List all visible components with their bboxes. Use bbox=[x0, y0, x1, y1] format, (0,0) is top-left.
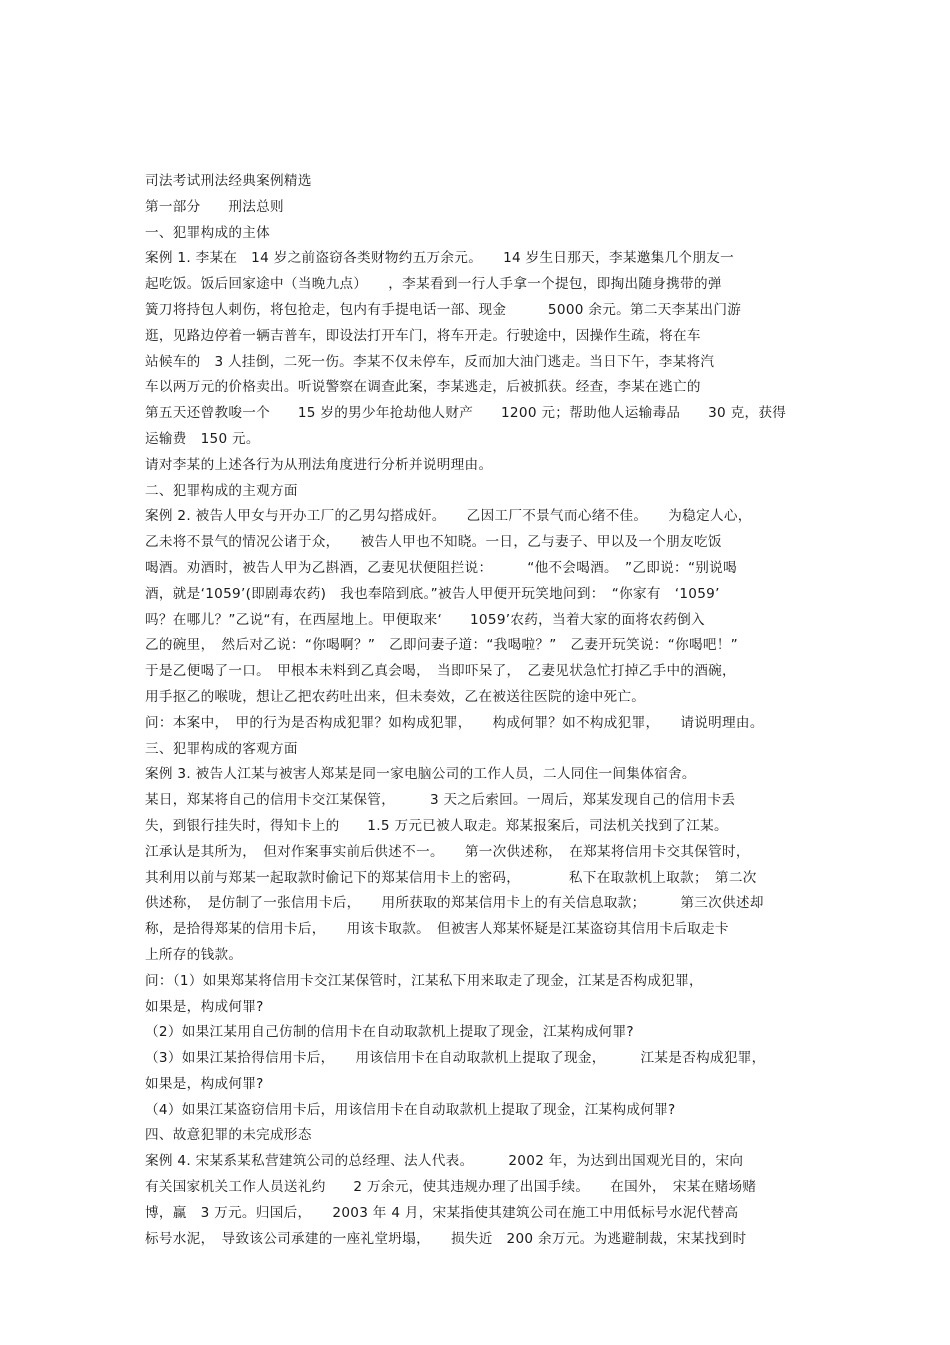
text-line: 用手抠乙的喉咙，想让乙把农药吐出来，但未奏效，乙在被送往医院的途中死亡。 bbox=[145, 688, 646, 705]
text-line: 三、犯罪构成的客观方面 bbox=[145, 740, 298, 757]
text-line: 第一部分 刑法总则 bbox=[145, 198, 284, 215]
text-line: （4）如果江某盗窃信用卡后，用该信用卡在自动取款机上提取了现金，江某构成何罪? bbox=[145, 1101, 676, 1118]
text-line: 运输费 150 元。 bbox=[145, 430, 260, 447]
text-line: 案例 1. 李某在 14 岁之前盗窃各类财物约五万余元。 14 岁生日那天，李某邀集几个朋友一 bbox=[145, 250, 735, 267]
document-body bbox=[145, 169, 825, 1252]
text-line: 某日，郑某将自己的信用卡交江某保管， 3 天之后索回。一周后，郑某发现自己的信用卡丢 bbox=[145, 792, 736, 809]
text-line: 有关国家机关工作人员送礼约 2 万余元，使其违规办理了出国手续。 在国外， 宋某在赌场赌 bbox=[145, 1179, 757, 1196]
text-line: 一、犯罪构成的主体 bbox=[145, 224, 271, 241]
text-line: 酒，就是‘1059’(即剧毒农药) 我也奉陪到底。”被告人甲便开玩笑地问到： “你家有 ‘1059’ bbox=[145, 585, 720, 602]
text-line: 江承认是其所为， 但对作案事实前后供述不一。 第一次供述称， 在郑某将信用卡交其保管时， bbox=[145, 843, 750, 860]
text-line: 博，赢 3 万元。归国后， 2003 年 4 月，宋某指使其建筑公司在施工中用低标号水泥代替高 bbox=[145, 1204, 739, 1221]
text-line: 起吃饭。饭后回家途中（当晚九点） ，李某看到一行人手拿一个提包，即掏出随身携带的弹 bbox=[145, 276, 722, 293]
document-title: 司法考试刑法经典案例精选 bbox=[145, 173, 312, 189]
text-line: 簧刀将持包人刺伤，将包抢走，包内有手提电话一部、现金 5000 余元。第二天李某出门游 bbox=[145, 301, 742, 318]
text-line: 失，到银行挂失时，得知卡上的 1.5 万元已被人取走。郑某报案后，司法机关找到了江某。 bbox=[145, 817, 728, 834]
text-line: 标号水泥， 导致该公司承建的一座礼堂坍塌， 损失近 200 余万元。为逃避制裁，宋某找到时 bbox=[145, 1230, 747, 1247]
text-line: 乙的碗里， 然后对乙说：“你喝啊？” 乙即问妻子道：“我喝啦？” 乙妻开玩笑说：“你喝吧！” bbox=[145, 637, 739, 654]
text-line: 乙未将不景气的情况公诸于众， 被告人甲也不知晓。一日，乙与妻子、甲以及一个朋友吃饭 bbox=[145, 534, 722, 551]
text-line: 喝酒。劝酒时，被告人甲为乙斟酒，乙妻见状便阻拦说： “他不会喝酒。 ”乙即说：“别说喝 bbox=[145, 559, 737, 576]
text-line: 于是乙便喝了一口。 甲根本未料到乙真会喝， 当即吓呆了， 乙妻见状急忙打掉乙手中的酒碗， bbox=[145, 663, 736, 680]
text-line: （2）如果江某用自己仿制的信用卡在自动取款机上提取了现金，江某构成何罪? bbox=[145, 1024, 634, 1041]
text-line: 问：本案中， 甲的行为是否构成犯罪？如构成犯罪， 构成何罪？如不构成犯罪， 请说明理由。 bbox=[145, 714, 764, 731]
text-line: 车以两万元的价格卖出。听说警察在调查此案，李某逃走，后被抓获。经查，李某在逃亡的 bbox=[145, 379, 701, 396]
text-line: 其利用以前与郑某一起取款时偷记下的郑某信用卡上的密码， 私下在取款机上取款； 第二次 bbox=[145, 869, 757, 886]
text-line: 站候车的 3 人挂倒，二死一伤。李某不仅未停车，反而加大油门逃走。当日下午，李某将汽 bbox=[145, 353, 715, 370]
text-line: 问：（1）如果郑某将信用卡交江某保管时，江某私下用来取走了现金，江某是否构成犯罪， bbox=[145, 972, 703, 989]
text-line: 如果是，构成何罪? bbox=[145, 1075, 264, 1092]
text-line: 案例 3. 被告人江某与被害人郑某是同一家电脑公司的工作人员，二人同住一间集体宿舍。 bbox=[145, 766, 696, 783]
text-line: 逛，见路边停着一辆吉普车，即设法打开车门，将车开走。行驶途中，因操作生疏，将在车 bbox=[145, 327, 701, 344]
text-line: 请对李某的上述各行为从刑法角度进行分析并说明理由。 bbox=[145, 456, 493, 473]
text-line: 吗？在哪儿？”乙说“有，在西屋地上。甲便取来‘ 1059’农药，当着大家的面将农药倒入 bbox=[145, 611, 705, 628]
text-line: 上所存的钱款。 bbox=[145, 946, 243, 963]
text-line: 称，是拾得郑某的信用卡后， 用该卡取款。 但被害人郑某怀疑是江某盗窃其信用卡后取走卡 bbox=[145, 921, 729, 938]
text-line: （3）如果江某拾得信用卡后， 用该信用卡在自动取款机上提取了现金， 江某是否构成犯罪， bbox=[145, 1050, 766, 1067]
text-line: 第五天还曾教唆一个 15 岁的男少年抢劫他人财产 1200 元；帮助他人运输毒品 30 克，获得 bbox=[145, 405, 787, 422]
text-line: 案例 4. 宋某系某私营建筑公司的总经理、法人代表。 2002 年，为达到出国观光目的，宋向 bbox=[145, 1153, 744, 1170]
text-line: 二、犯罪构成的主观方面 bbox=[145, 482, 298, 499]
text-line: 供述称， 是仿制了一张信用卡后， 用所获取的郑某信用卡上的有关信息取款； 第三次供述却 bbox=[145, 895, 764, 912]
text-line: 如果是，构成何罪? bbox=[145, 998, 264, 1015]
text-line: 案例 2. 被告人甲女与开办工厂的乙男勾搭成奸。 乙因工厂不景气而心绪不佳。 为稳定人心， bbox=[145, 508, 752, 525]
text-line: 四、故意犯罪的未完成形态 bbox=[145, 1127, 312, 1144]
